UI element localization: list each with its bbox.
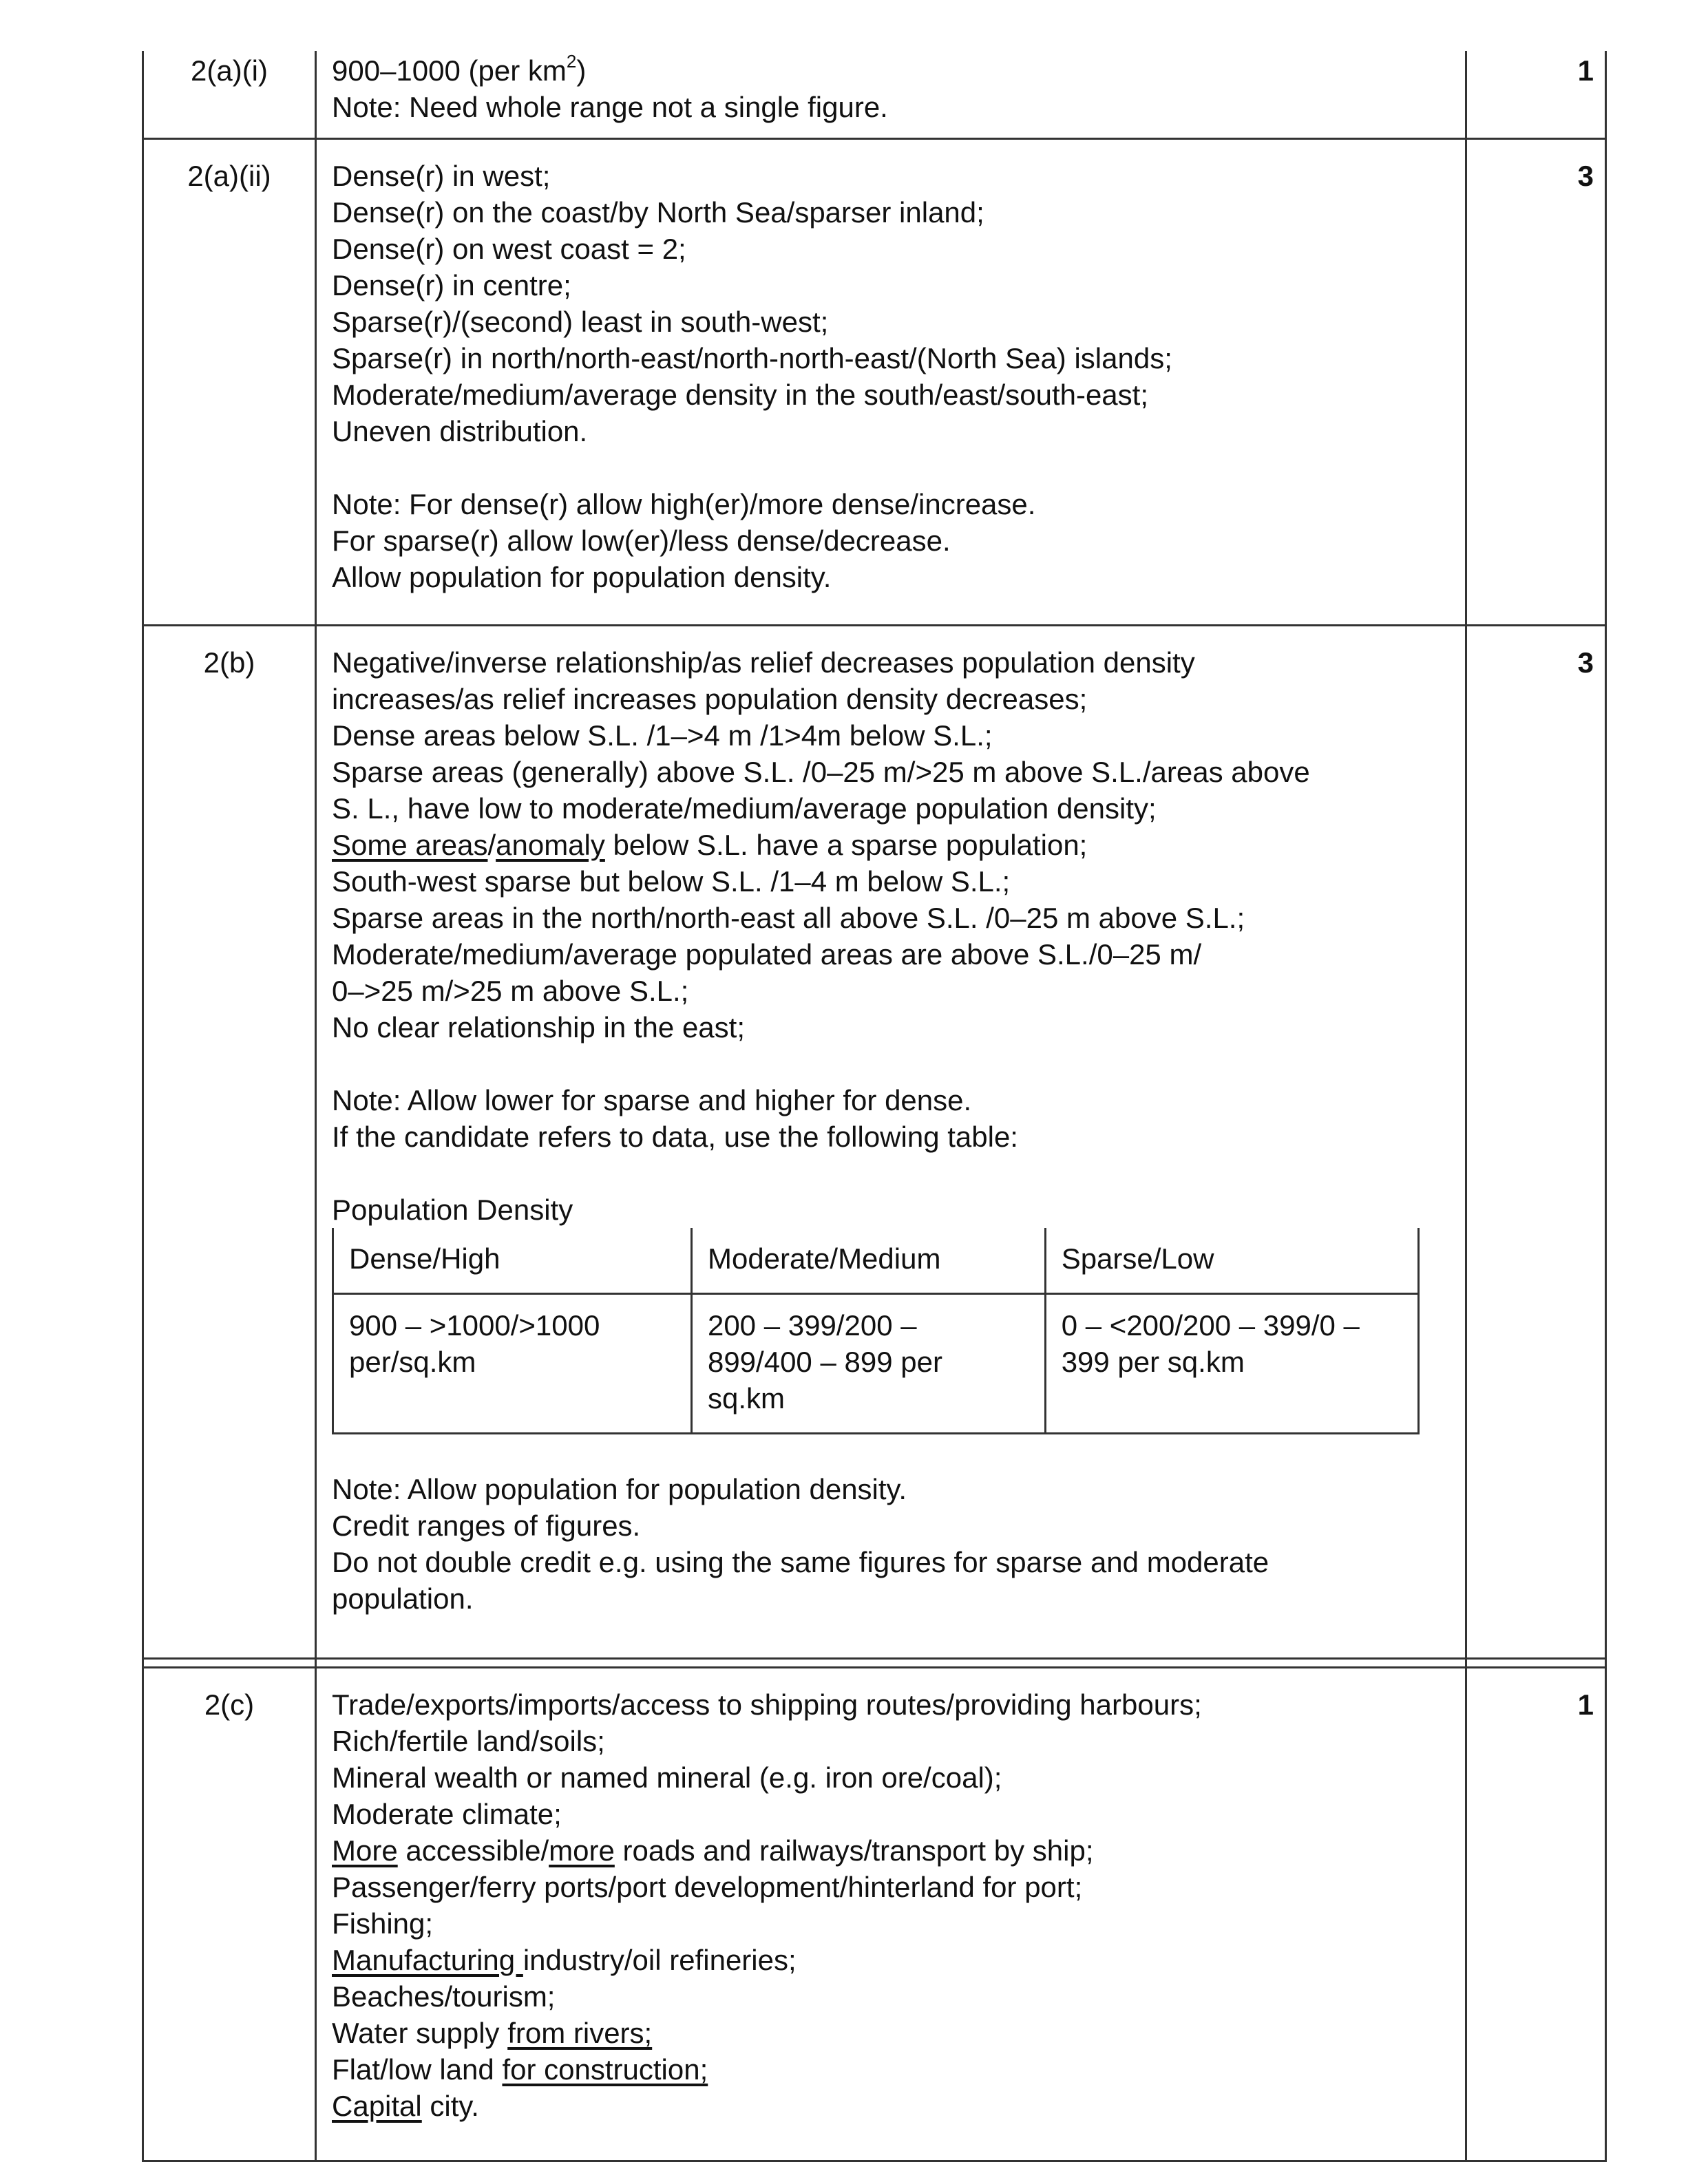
question-number: 2(c): [143, 1668, 316, 2161]
note-line: Allow population for population density.: [332, 561, 832, 593]
cell-moderate: 200 – 399/200 – 899/400 – 899 per sq.km: [691, 1294, 1045, 1434]
inner-header-row: [333, 1228, 1419, 1294]
answer-line: Sparse areas in the north/north-east all above S.L. /0–25 m above S.L.;: [332, 902, 1245, 934]
answer-cell: [316, 626, 1466, 1659]
table-row: [143, 139, 1606, 626]
cell-dense: 900 – >1000/>1000 per/sq.km: [333, 1294, 692, 1434]
header-moderate: Moderate/Medium: [691, 1228, 1045, 1294]
question-number: 2(a)(i): [143, 51, 316, 139]
marks: 1: [1466, 51, 1606, 139]
note-line: If the candidate refers to data, use the following table:: [332, 1121, 1018, 1153]
marks: 3: [1466, 139, 1606, 626]
answer-line: More accessible/more roads and railways/transport by ship;: [332, 1834, 1094, 1867]
note-line: Note: Allow population for population density.: [332, 1473, 907, 1505]
answer-line: Sparse(r) in north/north-east/north-north-east/(North Sea) islands;: [332, 342, 1172, 374]
answer-line: Capital city.: [332, 2090, 479, 2122]
answer-cell: [316, 1668, 1466, 2161]
note-line: Note: Allow lower for sparse and higher for dense.: [332, 1084, 972, 1116]
marks: 3: [1466, 626, 1606, 1659]
answer-line: Rich/fertile land/soils;: [332, 1725, 605, 1757]
answer-line: South-west sparse but below S.L. /1–4 m below S.L.;: [332, 865, 1011, 898]
answer-line: 900–1000 (per $km^2$): [332, 51, 587, 87]
note-line: population.: [332, 1582, 474, 1615]
mark-scheme-table: [142, 51, 1607, 2162]
answer-line: Note: Need whole range not a single figure.: [332, 91, 888, 123]
answer-line: No clear relationship in the east;: [332, 1011, 745, 1043]
cell-sparse: 0 – <200/200 – 399/0 – 399 per sq.km: [1045, 1294, 1418, 1434]
answer-line: Dense(r) on the coast/by North Sea/sparser inland;: [332, 196, 984, 229]
table-row: [143, 1668, 1606, 2161]
answer-line: Sparse(r)/(second) least in south-west;: [332, 306, 829, 338]
table-row: [143, 626, 1606, 1659]
table-row: [143, 51, 1606, 139]
answer-line: Some areas/anomaly below S.L. have a sparse population;: [332, 829, 1088, 861]
header-dense: Dense/High: [333, 1228, 692, 1294]
answer-line: Sparse areas (generally) above S.L. /0–25 m/>25 m above S.L./areas above: [332, 756, 1310, 788]
answer-line: Passenger/ferry ports/port development/hinterland for port;: [332, 1871, 1083, 1903]
note-line: For sparse(r) allow low(er)/less dense/decrease.: [332, 524, 951, 557]
question-number: 2(b): [143, 626, 316, 1659]
answer-line: Dense(r) on west coast = 2;: [332, 233, 686, 265]
answer-line: Dense(r) in centre;: [332, 269, 571, 301]
answer-line: Manufacturing industry/oil refineries;: [332, 1944, 797, 1976]
answer-line: Negative/inverse relationship/as relief decreases population density: [332, 646, 1195, 679]
answer-line: Dense(r) in west;: [332, 160, 551, 192]
answer-line: Trade/exports/imports/access to shipping routes/providing harbours;: [332, 1688, 1202, 1721]
answer-line: Moderate/medium/average populated areas are above S.L./0–25 m/: [332, 938, 1202, 971]
answer-line: Water supply from rivers;: [332, 2017, 653, 2049]
answer-line: S. L., have low to moderate/medium/average population density;: [332, 792, 1157, 825]
note-line: Do not double credit e.g. using the same figures for sparse and moderate: [332, 1546, 1269, 1578]
inner-table-title: Population Density: [332, 1194, 573, 1226]
answer-line: Moderate/medium/average density in the south/east/south-east;: [332, 379, 1149, 411]
inner-body-row: [333, 1294, 1419, 1434]
population-density-table: [332, 1228, 1420, 1434]
answer-line: Beaches/tourism;: [332, 1980, 556, 2013]
answer-cell: [316, 51, 1466, 139]
answer-line: Moderate climate;: [332, 1798, 562, 1830]
answer-line: Dense areas below S.L. /1–>4 m /1>4m below S.L.;: [332, 719, 993, 752]
note-line: Credit ranges of figures.: [332, 1509, 641, 1542]
header-sparse: Sparse/Low: [1045, 1228, 1418, 1294]
marks: 1: [1466, 1668, 1606, 2161]
answer-line: increases/as relief increases population density decreases;: [332, 683, 1088, 715]
answer-line: Uneven distribution.: [332, 415, 588, 447]
answer-cell: [316, 139, 1466, 626]
note-line: Note: For dense(r) allow high(er)/more dense/increase.: [332, 488, 1036, 520]
answer-line: 0–>25 m/>25 m above S.L.;: [332, 975, 689, 1007]
separator-row: [143, 1659, 1606, 1668]
answer-line: Fishing;: [332, 1907, 434, 1940]
answer-line: Flat/low land for construction;: [332, 2053, 708, 2086]
question-number: 2(a)(ii): [143, 139, 316, 626]
answer-line: Mineral wealth or named mineral (e.g. iron ore/coal);: [332, 1761, 1002, 1794]
